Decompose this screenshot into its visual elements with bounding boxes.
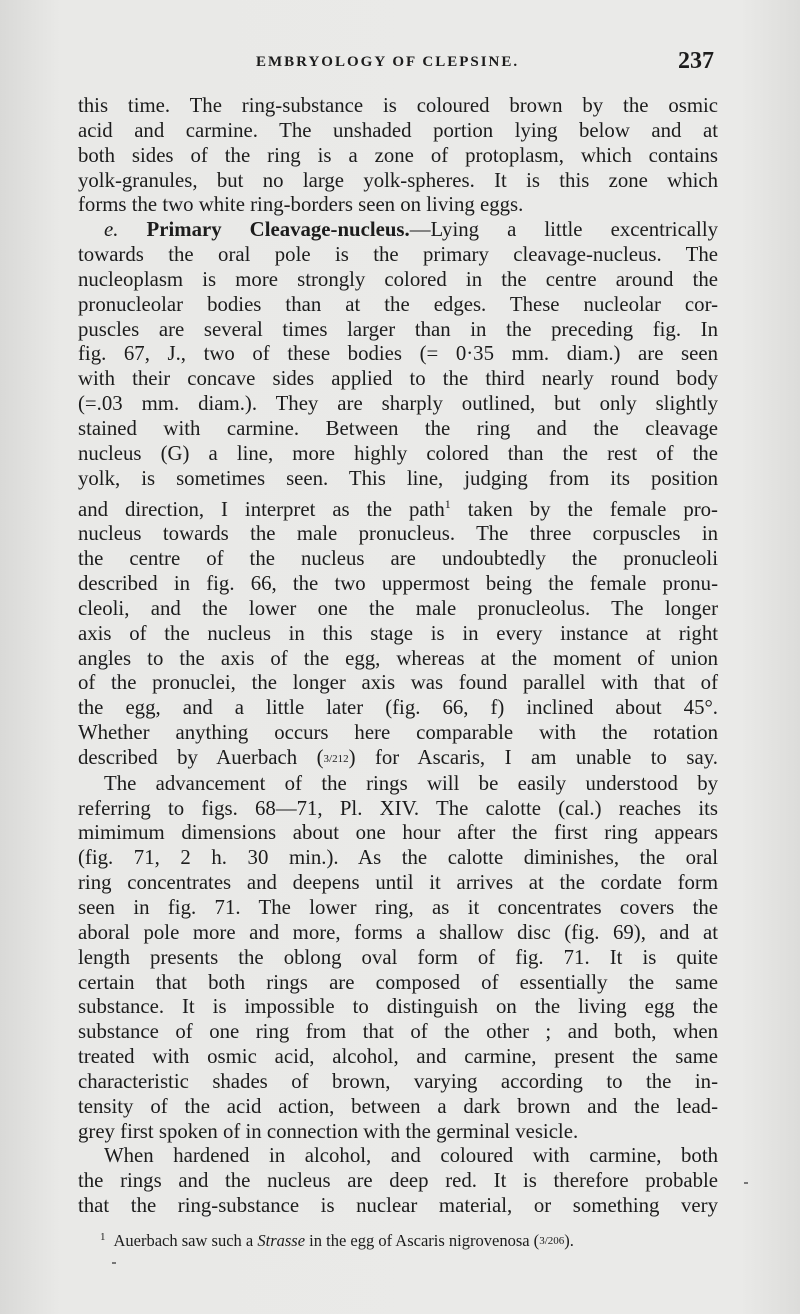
text-line: of the pronuclei, the longer axis was found parallel with that of bbox=[78, 671, 718, 695]
paragraph-4 bbox=[78, 1144, 718, 1219]
text-line: substance. It is impossible to distinguish on the living egg the bbox=[78, 995, 718, 1019]
text-line: that the ring-substance is nuclear material, or something very bbox=[78, 1194, 718, 1218]
text-line: both sides of the ring is a zone of protoplasm, which contains bbox=[78, 143, 718, 167]
text-line: (fig. 71, 2 h. 30 min.). As the calotte diminishes, the oral bbox=[78, 846, 718, 870]
footnote-fraction: 3/206 bbox=[539, 1235, 565, 1247]
footnote-text: ). bbox=[564, 1231, 574, 1250]
section-letter: e. bbox=[104, 218, 119, 242]
text-line: the egg, and a little later (fig. 66, f) inclined about 45°. bbox=[78, 696, 718, 720]
text-line: tensity of the acid action, between a dark brown and the lead- bbox=[78, 1094, 718, 1118]
footnote-number: 1 bbox=[100, 1231, 106, 1243]
text-line: grey first spoken of in connection with the germinal vesicle. bbox=[78, 1119, 579, 1143]
text-line: acid and carmine. The unshaded portion lying below and at bbox=[78, 118, 718, 142]
text-fragment: —Lying a little excentrically bbox=[409, 218, 718, 242]
text-line: the rings and the nucleus are deep red. It is therefore probable bbox=[78, 1169, 718, 1193]
text-line bbox=[78, 746, 718, 772]
running-head bbox=[78, 48, 718, 82]
text-line: the centre of the nucleus are undoubtedly the pronucleoli bbox=[78, 547, 718, 571]
text-line: characteristic shades of brown, varying according to the in- bbox=[78, 1069, 718, 1093]
text-line: angles to the axis of the egg, whereas at the moment of union bbox=[78, 646, 718, 670]
paragraph-2 bbox=[78, 218, 718, 772]
text-line: When hardened in alcohol, and coloured with carmine, both bbox=[104, 1144, 718, 1168]
text-line: with their concave sides applied to the third nearly round body bbox=[78, 367, 718, 391]
text-line: Whether anything occurs here comparable with the rotation bbox=[78, 721, 718, 745]
text-line: puscles are several times larger than in the preceding fig. In bbox=[78, 317, 718, 341]
text-fragment: taken by the female pro- bbox=[450, 497, 718, 521]
text-line: (=.03 mm. diam.). They are sharply outlined, but only slightly bbox=[78, 392, 718, 416]
text-line: The advancement of the rings will be easily understood by bbox=[104, 771, 718, 795]
text-line: fig. 67, J., two of these bodies (= 0·35 mm. diam.) are seen bbox=[78, 342, 718, 366]
section-heading: Primary Cleavage-nucleus. bbox=[146, 218, 410, 242]
text-line bbox=[78, 492, 718, 523]
text-line: cleoli, and the lower one the male pronucleolus. The longer bbox=[78, 596, 718, 620]
text-line: axis of the nucleus in this stage is in every instance at right bbox=[78, 621, 718, 645]
text-line: towards the oral pole is the primary cleavage-nucleus. The bbox=[78, 243, 718, 267]
text-line: mimimum dimensions about one hour after the first ring appears bbox=[78, 821, 718, 845]
fraction: 3/212 bbox=[323, 752, 349, 765]
page-number: 237 bbox=[678, 48, 714, 74]
paragraph-1 bbox=[78, 94, 718, 218]
print-speck bbox=[744, 1182, 748, 1184]
footnote-italic: Strasse bbox=[257, 1231, 306, 1250]
text-line: yolk-granules, but no large yolk-spheres. It is this zone which bbox=[78, 168, 718, 192]
text-line bbox=[78, 218, 718, 243]
text-line: nucleus (G) a line, more highly colored than the rest of the bbox=[78, 441, 718, 465]
text-fragment: ) for Ascaris, I am unable to say. bbox=[348, 745, 718, 769]
footnote-marker: 1 bbox=[444, 496, 451, 511]
text-line: substance of one ring from that of the other ; and both, when bbox=[78, 1020, 718, 1044]
text-line: ring concentrates and deepens until it arrives at the cordate form bbox=[78, 871, 718, 895]
text-line: nucleoplasm is more strongly colored in the centre around the bbox=[78, 267, 718, 291]
text-fragment: and direction, I interpret as the path bbox=[78, 497, 445, 521]
print-speck bbox=[112, 1262, 116, 1264]
text-line: yolk, is sometimes seen. This line, judging from its position bbox=[78, 466, 718, 490]
running-title: EMBRYOLOGY OF CLEPSINE. bbox=[256, 54, 520, 70]
text-line: aboral pole more and more, forms a shallow disc (fig. 69), and at bbox=[78, 920, 718, 944]
text-line: seen in fig. 71. The lower ring, as it concentrates covers the bbox=[78, 896, 718, 919]
text-line: stained with carmine. Between the ring and the cleavage bbox=[78, 416, 718, 440]
text-line: this time. The ring-substance is coloured brown by the osmic bbox=[78, 94, 718, 117]
text-line: described in fig. 66, the two uppermost being the female pronu- bbox=[78, 572, 718, 596]
footnote-text: Auerbach saw such a bbox=[113, 1231, 258, 1250]
paragraph-3 bbox=[78, 772, 718, 1145]
text-line: pronucleolar bodies than at the edges. These nucleolar cor- bbox=[78, 292, 718, 316]
text-fragment: described by Auerbach ( bbox=[78, 745, 324, 769]
text-line: forms the two white ring-borders seen on living eggs. bbox=[78, 193, 524, 217]
footnote-text: in the egg of Ascaris nigrovenosa ( bbox=[305, 1231, 540, 1250]
text-line: length presents the oblong oval form of fig. 71. It is quite bbox=[78, 945, 718, 969]
body-text bbox=[78, 94, 718, 1219]
footnote bbox=[100, 1227, 720, 1251]
text-line: referring to figs. 68—71, Pl. XIV. The calotte (cal.) reaches its bbox=[78, 796, 718, 820]
text-line: treated with osmic acid, alcohol, and carmine, present the same bbox=[78, 1045, 718, 1069]
text-line: nucleus towards the male pronucleus. The three corpuscles in bbox=[78, 522, 718, 546]
text-line: certain that both rings are composed of essentially the same bbox=[78, 970, 718, 994]
